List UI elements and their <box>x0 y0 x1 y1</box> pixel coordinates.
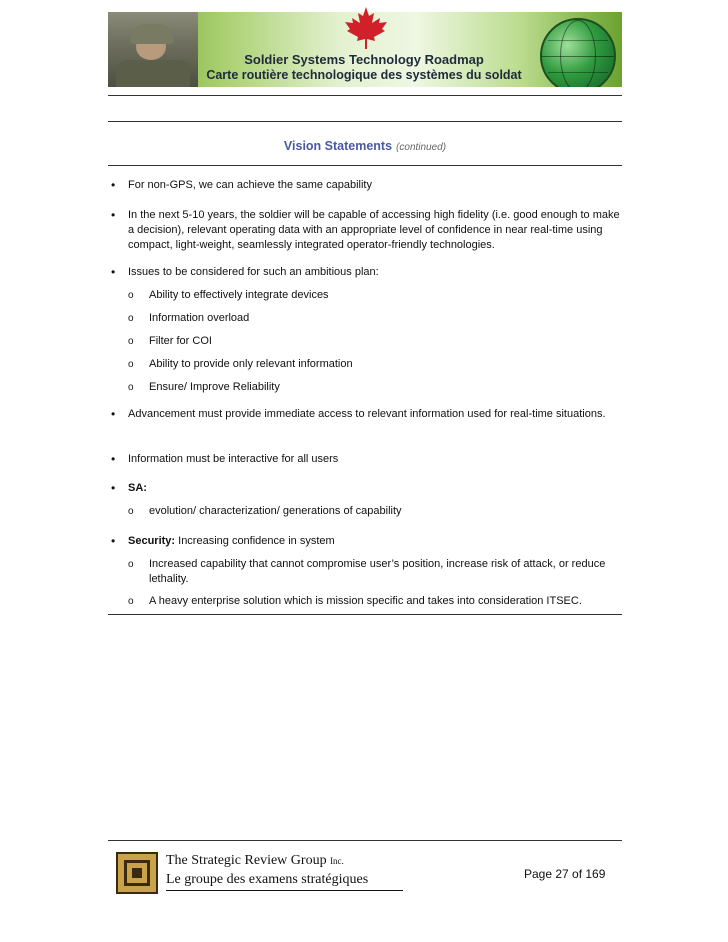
bullet-icon: • <box>111 178 116 192</box>
sa-label: SA: <box>128 482 147 494</box>
circle-bullet-icon: o <box>128 596 134 607</box>
footer-rule <box>108 840 622 841</box>
circle-bullet-icon: o <box>128 336 134 347</box>
org-name-en: The Strategic Review Group Inc. <box>166 853 344 868</box>
bullet-icon: • <box>111 452 116 466</box>
org-underline <box>166 890 403 891</box>
header-rule <box>108 95 622 96</box>
banner-title-en: Soldier Systems Technology Roadmap <box>244 52 484 67</box>
bullet-icon: • <box>111 208 116 222</box>
bullet-icon: • <box>111 407 116 421</box>
table-top-rule <box>108 121 622 122</box>
circle-bullet-icon: o <box>128 359 134 370</box>
section-title: Vision Statements <box>283 139 393 153</box>
company-logo <box>116 852 158 894</box>
maple-leaf-icon <box>343 6 389 50</box>
globe-icon <box>540 18 616 87</box>
banner-title-fr: Carte routière technologique des systèmes du soldat <box>206 68 522 82</box>
page-number: Page 27 of 169 <box>524 867 606 881</box>
soldier-photo <box>108 12 198 87</box>
circle-bullet-icon: o <box>128 313 134 324</box>
circle-bullet-icon: o <box>128 506 134 517</box>
heading-rule <box>108 165 622 166</box>
bullet-icon: • <box>111 265 116 279</box>
security-label: Security: <box>128 535 176 547</box>
circle-bullet-icon: o <box>128 559 134 570</box>
bullet-icon: • <box>111 534 116 548</box>
org-name-fr: Le groupe des examens stratégiques <box>166 872 369 887</box>
table-bottom-rule <box>108 614 622 615</box>
circle-bullet-icon: o <box>128 290 134 301</box>
security-text: Increasing confidence in system <box>175 535 335 547</box>
bullet-icon: • <box>111 481 116 495</box>
circle-bullet-icon: o <box>128 382 134 393</box>
section-heading <box>108 139 622 153</box>
continued-label: (continued) <box>396 142 447 153</box>
